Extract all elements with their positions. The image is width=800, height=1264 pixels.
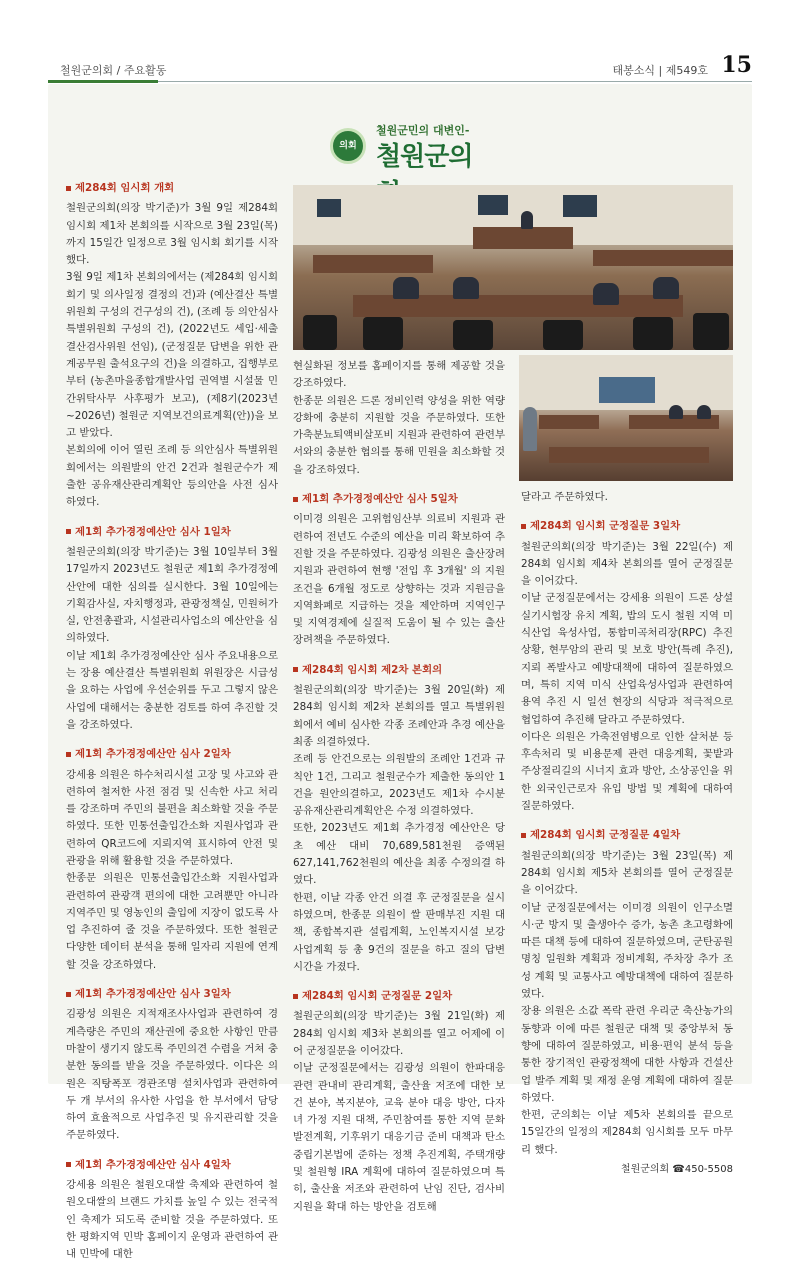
issue-label: 태봉소식 | 제549호 [612, 64, 708, 77]
bullet-square-icon [66, 752, 71, 757]
section-heading: 제284회 임시회 개회 [66, 180, 278, 197]
paragraph: 철원군의회(의장 박기준)는 3월 20일(화) 제284회 임시회 제2차 본회의를 열고 특별위원회에서 예비 심사한 각종 조례안과 추경 예산을 최종 의결하였다. [293, 684, 505, 748]
paragraph: 장용 의원은 소값 폭락 관련 우리군 축산농가의 동향과 이에 따른 철원군 대책 및 중앙부처 동향에 대하여 질문하였고, 비용·편익 분석 등을 통한 장기적인 관광정책에 대한 사항과 건설산업 발주 계획 및 재정 운영 계획에 대하여 질문하였다. [521, 1005, 733, 1104]
section-heading: 제1회 추가경정예산안 심사 5일차 [293, 491, 505, 508]
section-heading: 제284회 임시회 제2차 본회의 [293, 662, 505, 679]
paragraph: 또한, 2023년도 제1회 추가경정 예산안은 당초 예산 대비 70,689,581천원 증액된 627,141,762천원의 예산을 최종 수정의결 하였다. [293, 822, 505, 887]
bullet-square-icon [66, 1162, 71, 1167]
paragraph: 김광성 의원은 지적재조사사업과 관련하여 경계측량은 주민의 재산권에 중요한 사항인 만큼 마찰이 생기지 않도록 주민의견 수렴을 거쳐 충분한 동의를 받을 것을 주문하였다. 이다은 의원은 직탕폭포 경관조명 설치사업과 관련하여 두 개 부서의 유사한 사업을 한 부서에서 담당하여 효율적으로 사업추진 및 유지관리할 것을 주문하였다. [66, 1008, 278, 1142]
committee-session-photo [519, 355, 733, 481]
council-logo-icon: 의회 [330, 128, 366, 164]
paragraph: 철원군의회(의장 박기준)는 3월 21일(화) 제284회 임시회 제3차 본회의를 열고 어제에 이어 군정질문을 이어갔다. [293, 1010, 505, 1057]
paragraph: 이다은 의원은 가축전염병으로 인한 살처분 등 후속처리 및 비용문제 관련 대응계획, 꽃밭과 주상절리길의 시너지 효과 방안, 소상공인을 위한 외국인근로자 유입 방법 및 계획에 대하여 질문하였다. [521, 730, 733, 813]
paragraph: 이날 군정질문에서는 김광성 의원이 한파대응 관련 관내비 관리계획, 출산율 저조에 대한 보건 분야, 복지분야, 교육 분야 대응 방안, 다자녀 가정 지원 대책, 주민참여를 통한 지역 문화 발전계획, 기후위기 대응기금 준비 대책과 탄소중립기본법에 준하는 정책 추진계획, 주택개량 및 철원형 IRA 계획에 대하여 질문하였으며 특히, 출산율 저조와 관련하여 난임 진단, 검사비 지원을 확대 하는 방안을 검토해 [293, 1062, 505, 1213]
bullet-square-icon [521, 833, 526, 838]
section-heading: 제1회 추가경정예산안 심사 1일차 [66, 524, 278, 541]
paragraph: 본회의에 이어 열린 조례 등 의안심사 특별위원회에서는 의원발의 안건 2건과 철원군수가 제출한 공유재산관리계획안 등의안을 사전 심사하였다. [66, 444, 278, 509]
header-accent-rule [48, 80, 158, 83]
paragraph: 이날 군정질문에서는 강세용 의원이 드론 상설 실기시험장 유치 계획, 밥의 도시 철원 지역 미식산업 육성사업, 통합미곡처리장(RPC) 추진 상황, 현무암의 관리 및 보호 방안(특례 추진), 지뢰 폭발사고 예방대책에 대하여 질문하였으며, 특히 지역 미식 산업육성사업과 관련하여 용역 추진 시 일선 현장의 식당과 적극적으로 협업하여 추진해 달라고 주문하였다. [521, 592, 733, 726]
paragraph: 철원군의회(의장 박기준)는 3월 10일부터 3월 17일까지 2023년도 철원군 제1회 추가경정예산안에 대한 심의를 실시한다. 3월 10일에는 기획감사실, 자치행정과, 관광정책실, 민원허가실, 안전총괄과, 시설관리사업소의 예산안을 심의하였다. [66, 545, 278, 645]
paragraph: 현실화된 정보를 홈페이지를 통해 제공할 것을 강조하였다. [293, 360, 505, 390]
paragraph: 강세용 의원은 하수처리시설 고장 및 사고와 관련하여 철저한 사전 점검 및 신속한 사고 처리를 강조하며 주민의 불편을 최소화할 것을 주문하였다. 또한 민통선출입간소화 지원사업과 관련하여 QR코드에 지뢰지역 표시하여 안전 및 관광을 위해 활용할 것을 주문하였다. [66, 768, 278, 867]
header-rule [158, 81, 752, 82]
paragraph: 강세용 의원은 철원오대쌀 축제와 관련하여 철원오대쌀의 브랜드 가치를 높일 수 있는 전국적인 축제가 되도록 준비할 것을 주문하였다. 또한 평화지역 민박 홈페이지 운영과 관련하여 관내 민박에 대한 [66, 1179, 278, 1261]
bullet-square-icon [66, 186, 71, 191]
section-heading: 제284회 임시회 군정질문 2일차 [293, 988, 505, 1005]
bullet-square-icon [66, 529, 71, 534]
contact-info: 철원군의회 ☎450-5508 [620, 1163, 733, 1175]
bullet-square-icon [293, 667, 298, 672]
paragraph: 철원군의회(의장 박기준)는 3월 22일(수) 제284회 임시회 제4차 본회의를 열어 군정질문을 이어갔다. [521, 540, 733, 588]
paragraph: 한종문 의원은 드론 정비인력 양성을 위한 역량강화에 충분히 지원할 것을 주문하였다. 또한 가축분뇨퇴액비살포비 지원과 관련하여 관련부서와의 충분한 협의를 통해 민원을 최소화할 것을 강조하였다. [293, 394, 505, 476]
page-header [48, 52, 752, 80]
paragraph: 한편, 이날 각종 안건 의결 후 군정질문을 실시하였으며, 한종문 의원이 쌀 판매부진 지원 대책, 종합복지관 설립계획, 노인복지시설 보강 사업계획 등 총 9건의 질문을 하고 질의 답변 시간을 가졌다. [293, 891, 505, 973]
page-number: 15 [721, 52, 752, 78]
article-title-block [330, 120, 490, 180]
bullet-square-icon [293, 994, 298, 999]
article-title: 철원군의 [376, 142, 473, 172]
council-session-photo [293, 185, 733, 350]
article-subtitle: 철원군민의 대변인- [376, 124, 470, 137]
paragraph: 이미경 의원은 고위험임산부 의료비 지원과 관련하여 전년도 수준의 예산을 미리 확보하여 추진할 것을 주문하였다. 김광성 의원은 출산장려지원과 관련하여 현행 '전입 후 3개월' 의 지원조건을 6개월 정도로 상향하는 것과 지원금을 지역화폐로 지급하는 것을 제안하며 지역인구 및 지역경제에 실질적 도움이 될 수 있는 출산 장려책을 주문하였다. [293, 513, 505, 647]
paragraph: 이날 제1회 추가경정예산안 심사 주요내용으로는 장용 예산결산 특별위원회 위원장은 시급성을 요하는 사업에 우선순위를 두고 그렇지 않은 사업에 대해서는 충분한 검토를 하여 추진할 것을 강조하였다. [66, 649, 278, 731]
bullet-square-icon [66, 992, 71, 997]
bullet-square-icon [293, 497, 298, 502]
column-1 [66, 180, 278, 1264]
paragraph: 3월 9일 제1차 본회의에서는 (제284회 임시회 회기 및 의사일정 결정의 건)과 (예산결산 특별위원회 구성의 건구성의 건), (조례 등 의안심사 특별위원회 구성의 건), (2022년도 세입·세출 결산검사위원 선임), (군정질문 답변을 위한 관계공무원 출석요구의 건)을 의결하고, 집행부로부터 (농촌마을종합개발사업 권역별 시설물 민간위탁사무 사후평가 보고), (제8기(2023년~2026년) 철원군 지역보건의료계획(안))을 보고 받았다. [66, 271, 278, 440]
paragraph: 한종문 의원은 민통선출입간소화 지원사업과 관련하여 관광객 편의에 대한 고려뿐만 아니라 지역주민 및 영농인의 출입에 지장이 없도록 사업 추진하여 줄 것을 주문하였다. 또한 철원군 다양한 데이터 분석을 통해 일자리 지원에 연계할 것을 강조하였다. [66, 872, 278, 971]
paragraph: 한편, 군의회는 이날 제5차 본회의를 끝으로 15일간의 일정의 제284회 임시회를 모두 마무리 했다. [521, 1109, 733, 1156]
column-3 [521, 489, 733, 1178]
column-2 [293, 358, 505, 1216]
section-heading: 제1회 추가경정예산안 심사 4일차 [66, 1157, 278, 1174]
section-heading: 제284회 임시회 군정질문 4일차 [521, 827, 733, 844]
paragraph: 이날 군정질문에서는 이미경 의원이 인구소멸 시·군 방지 및 출생아수 증가, 농촌 초고령화에 따른 대책 등에 대하여 질문하였으며, 군탄공원 명칭 일원화 계획과 정비계획, 주차장 추가 조성 계획 및 교통사고 예방대책에 대하여 질문하였다. [521, 901, 733, 1001]
section-breadcrumb: 철원군의회 / 주요활동 [60, 64, 167, 77]
paragraph: 달라고 주문하였다. [521, 491, 608, 503]
paragraph: 조례 등 안건으로는 의원발의 조례안 1건과 규칙안 1건, 그리고 철원군수가 제출한 동의안 1건을 원안의결하고, 2023년도 제1차 수시분 공유재산관리계획안은 수정 의결하였다. [293, 753, 505, 818]
bullet-square-icon [521, 524, 526, 529]
section-heading: 제1회 추가경정예산안 심사 2일차 [66, 746, 278, 763]
paragraph: 철원군의회(의장 박기준)는 3월 23일(목) 제284회 임시회 제5차 본회의를 열어 군정질문을 이어갔다. [521, 849, 733, 897]
section-heading: 제1회 추가경정예산안 심사 3일차 [66, 986, 278, 1003]
section-heading: 제284회 임시회 군정질문 3일차 [521, 518, 733, 535]
paragraph: 철원군의회(의장 박기준)가 3월 9일 제284회 임시회 제1차 본회의를 시작으로 3월 23일(목)까지 15일간 일정으로 3월 임시회 회기를 시작했다. [66, 202, 278, 267]
